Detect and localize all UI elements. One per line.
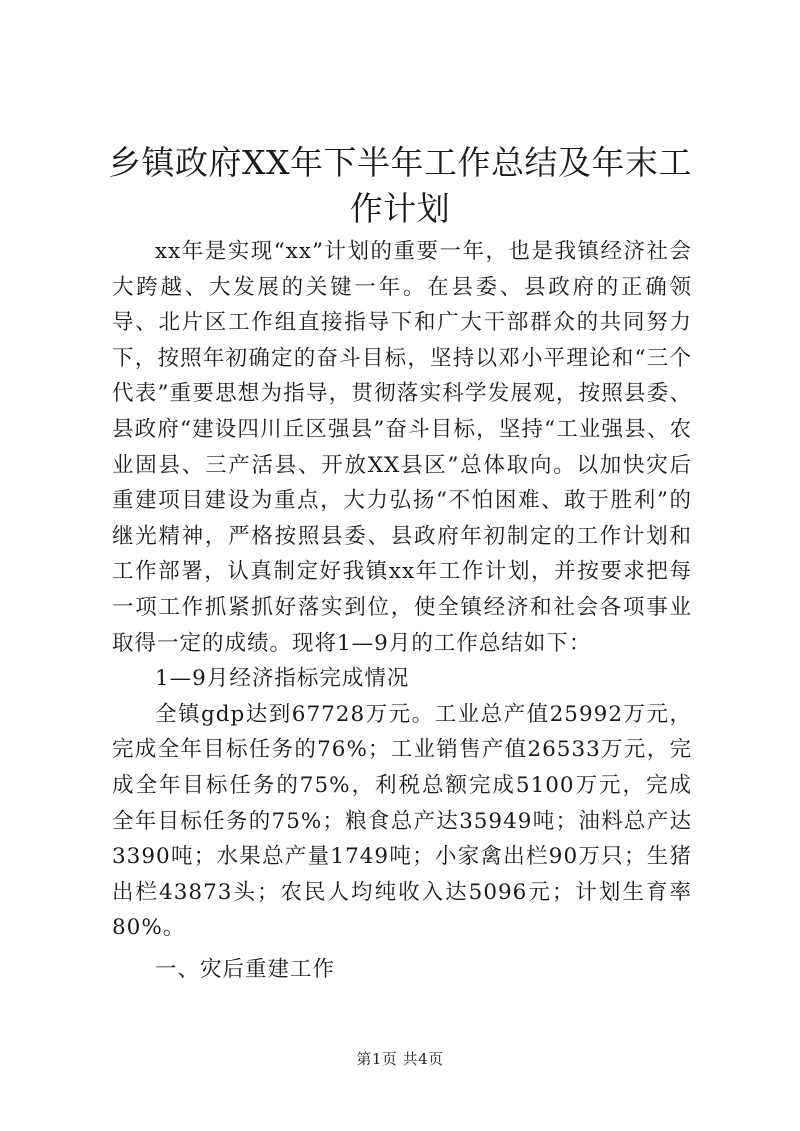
document-body	[112, 234, 692, 987]
indicators-paragraph: 全镇gdp达到67728万元。工业总产值25992万元，完成全年目标任务的76%；工业销售产值26533万元，完成全年目标任务的75%，利税总额完成5100万元，完成全年目标任务的75%；粮食总产达35949吨；油料总产达3390吨；水果总产量1749吨；小家禽出栏90万只；生猪出栏43873头；农民人均纯收入达5096元；计划生育率80%。	[112, 701, 692, 941]
intro-paragraph: xx年是实现“xx”计划的重要一年，也是我镇经济社会大跨越、大发展的关键一年。在县委、县政府的正确领导、北片区工作组直接指导下和广大干部群众的共同努力下，按照年初确定的奋斗目标，坚持以邓小平理论和“三个代表”重要思想为指导，贯彻落实科学发展观，按照县委、县政府“建设四川丘区强县”奋斗目标，坚持“工业强县、农业固县、三产活县、开放XX县区”总体取向。以加快灾后重建项目建设为重点，大力弘扬“不怕困难、敢于胜利”的继光精神，严格按照县委、县政府年初制定的工作计划和工作部署，认真制定好我镇xx年工作计划，并按要求把每一项工作抓紧抓好落实到位，使全镇经济和社会各项事业取得一定的成绩。现将1—9月的工作总结如下：	[112, 239, 692, 656]
document-title: 乡镇政府XX年下半年工作总结及年末工作计划	[108, 143, 692, 228]
reconstruction-heading: 一、灾后重建工作	[155, 956, 336, 982]
page-number-footer: 第1页 共4页	[356, 1050, 444, 1068]
indicators-heading: 1—9月经济指标完成情况	[155, 666, 410, 692]
